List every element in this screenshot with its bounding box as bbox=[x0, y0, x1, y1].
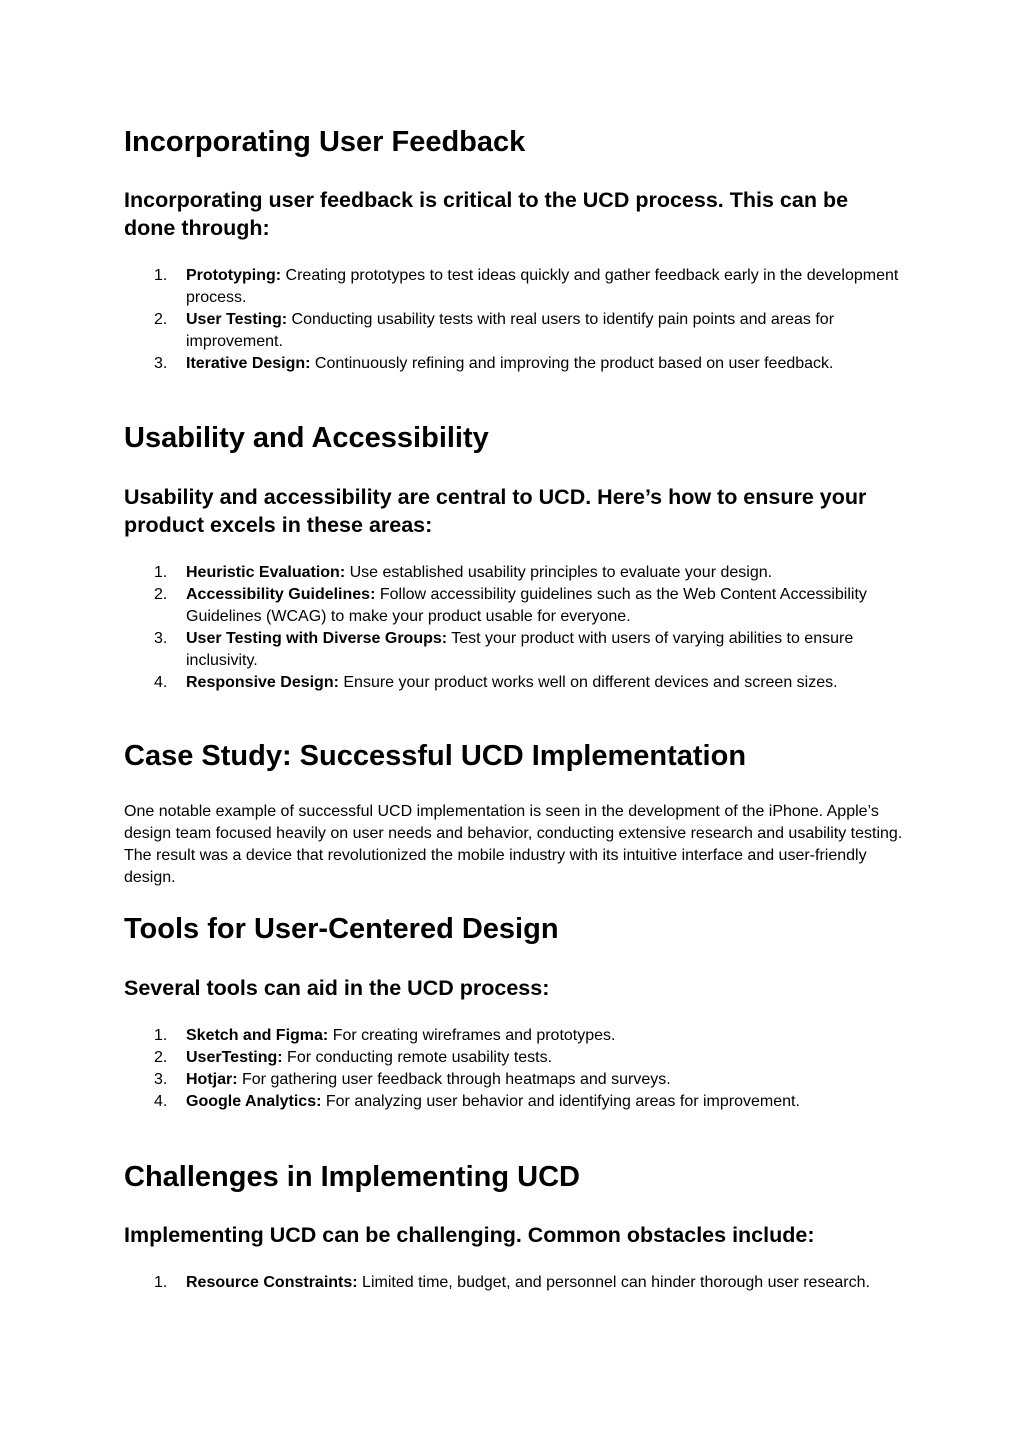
list-text: Follow accessibility guidelines such as the Web Content Accessibility Guidelines (WCAG) to make your product usable for everyone. bbox=[186, 586, 867, 625]
list-text: Test your product with users of varying abilities to ensure inclusivity. bbox=[186, 630, 854, 669]
case-study-paragraph: One notable example of successful UCD implementation is seen in the development of the iPhone. Apple’s design team focused heavily on user needs and behavior, conducting extensive research and usability testing. The result was a device that revolutionized the mobile industry with its intuitive interface and user-friendly design. bbox=[124, 803, 903, 886]
list-term: Iterative Design: bbox=[186, 355, 311, 372]
list-item bbox=[124, 1272, 904, 1294]
list-item bbox=[124, 584, 904, 628]
list-item bbox=[124, 562, 904, 584]
list-term: Sketch and Figma: bbox=[186, 1027, 329, 1044]
list-term: Hotjar: bbox=[186, 1071, 238, 1088]
list-number: 4. bbox=[154, 674, 168, 691]
list-item bbox=[124, 1091, 904, 1113]
list-number: 1. bbox=[154, 564, 168, 581]
list-term: Responsive Design: bbox=[186, 674, 339, 691]
list-challenges bbox=[124, 1272, 904, 1294]
list-text: For analyzing user behavior and identifying areas for improvement. bbox=[321, 1093, 800, 1110]
list-term: User Testing: bbox=[186, 311, 288, 328]
list-text: Continuously refining and improving the product based on user feedback. bbox=[310, 355, 834, 372]
list-usability bbox=[124, 562, 904, 694]
section-heading-case-study: Case Study: Successful UCD Implementation bbox=[124, 740, 747, 772]
list-text: For creating wireframes and prototypes. bbox=[328, 1027, 616, 1044]
list-item bbox=[124, 309, 904, 353]
list-number: 3. bbox=[154, 355, 168, 372]
list-term: Google Analytics: bbox=[186, 1093, 322, 1110]
list-term: Resource Constraints: bbox=[186, 1274, 358, 1291]
list-text: For conducting remote usability tests. bbox=[282, 1049, 553, 1066]
section-heading-feedback: Incorporating User Feedback bbox=[124, 126, 526, 158]
list-number: 3. bbox=[154, 630, 168, 647]
section-intro-usability: Usability and accessibility are central to UCD. Here’s how to ensure your product excels in these areas: bbox=[124, 485, 867, 537]
list-number: 2. bbox=[154, 1049, 168, 1066]
list-number: 2. bbox=[154, 586, 168, 603]
list-number: 2. bbox=[154, 311, 168, 328]
list-text: For gathering user feedback through heatmaps and surveys. bbox=[237, 1071, 671, 1088]
section-intro-challenges: Implementing UCD can be challenging. Common obstacles include: bbox=[124, 1223, 815, 1247]
list-text: Use established usability principles to evaluate your design. bbox=[345, 564, 773, 581]
list-item bbox=[124, 1069, 904, 1091]
list-item bbox=[124, 672, 904, 694]
list-number: 4. bbox=[154, 1093, 168, 1110]
list-term: Prototyping: bbox=[186, 267, 282, 284]
section-intro-tools: Several tools can aid in the UCD process: bbox=[124, 976, 550, 1000]
list-number: 3. bbox=[154, 1071, 168, 1088]
list-text: Conducting usability tests with real users to identify pain points and areas for improvement. bbox=[186, 311, 835, 350]
list-item bbox=[124, 265, 904, 309]
list-number: 1. bbox=[154, 267, 168, 284]
list-text: Ensure your product works well on different devices and screen sizes. bbox=[338, 674, 838, 691]
list-term: User Testing with Diverse Groups: bbox=[186, 630, 448, 647]
list-term: Heuristic Evaluation: bbox=[186, 564, 346, 581]
list-term: UserTesting: bbox=[186, 1049, 283, 1066]
list-item bbox=[124, 353, 904, 375]
section-heading-usability: Usability and Accessibility bbox=[124, 422, 489, 454]
list-term: Accessibility Guidelines: bbox=[186, 586, 376, 603]
list-item bbox=[124, 1025, 904, 1047]
list-number: 1. bbox=[154, 1027, 168, 1044]
list-text: Creating prototypes to test ideas quickly and gather feedback early in the development process. bbox=[186, 267, 899, 306]
list-item bbox=[124, 628, 904, 672]
list-tools bbox=[124, 1025, 904, 1113]
list-number: 1. bbox=[154, 1274, 168, 1291]
section-heading-challenges: Challenges in Implementing UCD bbox=[124, 1161, 580, 1193]
list-item bbox=[124, 1047, 904, 1069]
section-heading-tools: Tools for User-Centered Design bbox=[124, 913, 559, 945]
list-feedback bbox=[124, 265, 904, 375]
list-text: Limited time, budget, and personnel can hinder thorough user research. bbox=[357, 1274, 870, 1291]
section-intro-feedback: Incorporating user feedback is critical to the UCD process. This can be done through: bbox=[124, 188, 849, 240]
